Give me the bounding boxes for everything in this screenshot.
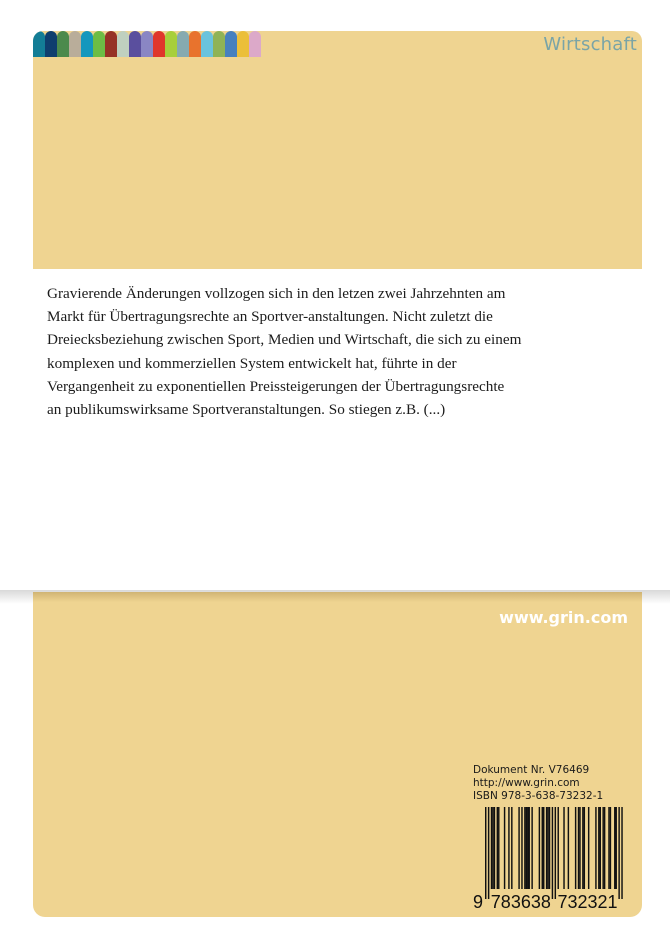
color-tabs — [33, 31, 261, 57]
svg-text:783638: 783638 — [490, 892, 551, 912]
blurb-line: Vergangenheit zu exponentiellen Preissteigerungen der Übertragungsrechte — [47, 377, 505, 395]
color-tab — [117, 31, 129, 57]
color-tab — [189, 31, 201, 57]
color-tab — [57, 31, 69, 57]
isbn: ISBN 978-3-638-73232-1 — [473, 790, 604, 802]
document-number: Dokument Nr. V76469 — [473, 764, 590, 776]
color-tab — [213, 31, 225, 57]
cover-bottom-panel — [33, 592, 642, 917]
color-tab — [177, 31, 189, 57]
barcode-icon — [473, 807, 625, 913]
blurb-line: an publikumswirksame Sportveranstaltungen. So stiegen z.B. (...) — [47, 401, 446, 419]
blurb-line: komplexen und kommerziellen System entwickelt hat, führte in der — [47, 354, 457, 372]
document-info — [473, 764, 603, 803]
category-label: Wirtschaft — [543, 34, 637, 55]
svg-text:9: 9 — [473, 892, 484, 912]
color-tab — [153, 31, 165, 57]
color-tab — [45, 31, 57, 57]
blurb-text — [47, 282, 607, 421]
color-tab — [69, 31, 81, 57]
isbn-barcode — [473, 807, 625, 913]
svg-text:732321: 732321 — [557, 892, 618, 912]
color-tab — [33, 31, 45, 57]
color-tab — [225, 31, 237, 57]
color-tab — [249, 31, 261, 57]
blurb-line: Gravierende Änderungen vollzogen sich in den letzen zwei Jahrzehnten am — [47, 285, 506, 302]
color-tab — [93, 31, 105, 57]
color-tab — [129, 31, 141, 57]
publisher-url: http://www.grin.com — [473, 777, 580, 789]
color-tab — [165, 31, 177, 57]
blurb-line: Markt für Übertragungsrechte an Sportver-anstaltungen. Nicht zuletzt die — [47, 308, 493, 326]
color-tab — [201, 31, 213, 57]
cover-top-panel — [33, 31, 642, 269]
color-tab — [237, 31, 249, 57]
publisher-site: www.grin.com — [499, 608, 628, 627]
color-tab — [141, 31, 153, 57]
blurb-line: Dreiecksbeziehung zwischen Sport, Medien und Wirtschaft, die sich zu einem — [47, 331, 522, 349]
color-tab — [81, 31, 93, 57]
color-tab — [105, 31, 117, 57]
